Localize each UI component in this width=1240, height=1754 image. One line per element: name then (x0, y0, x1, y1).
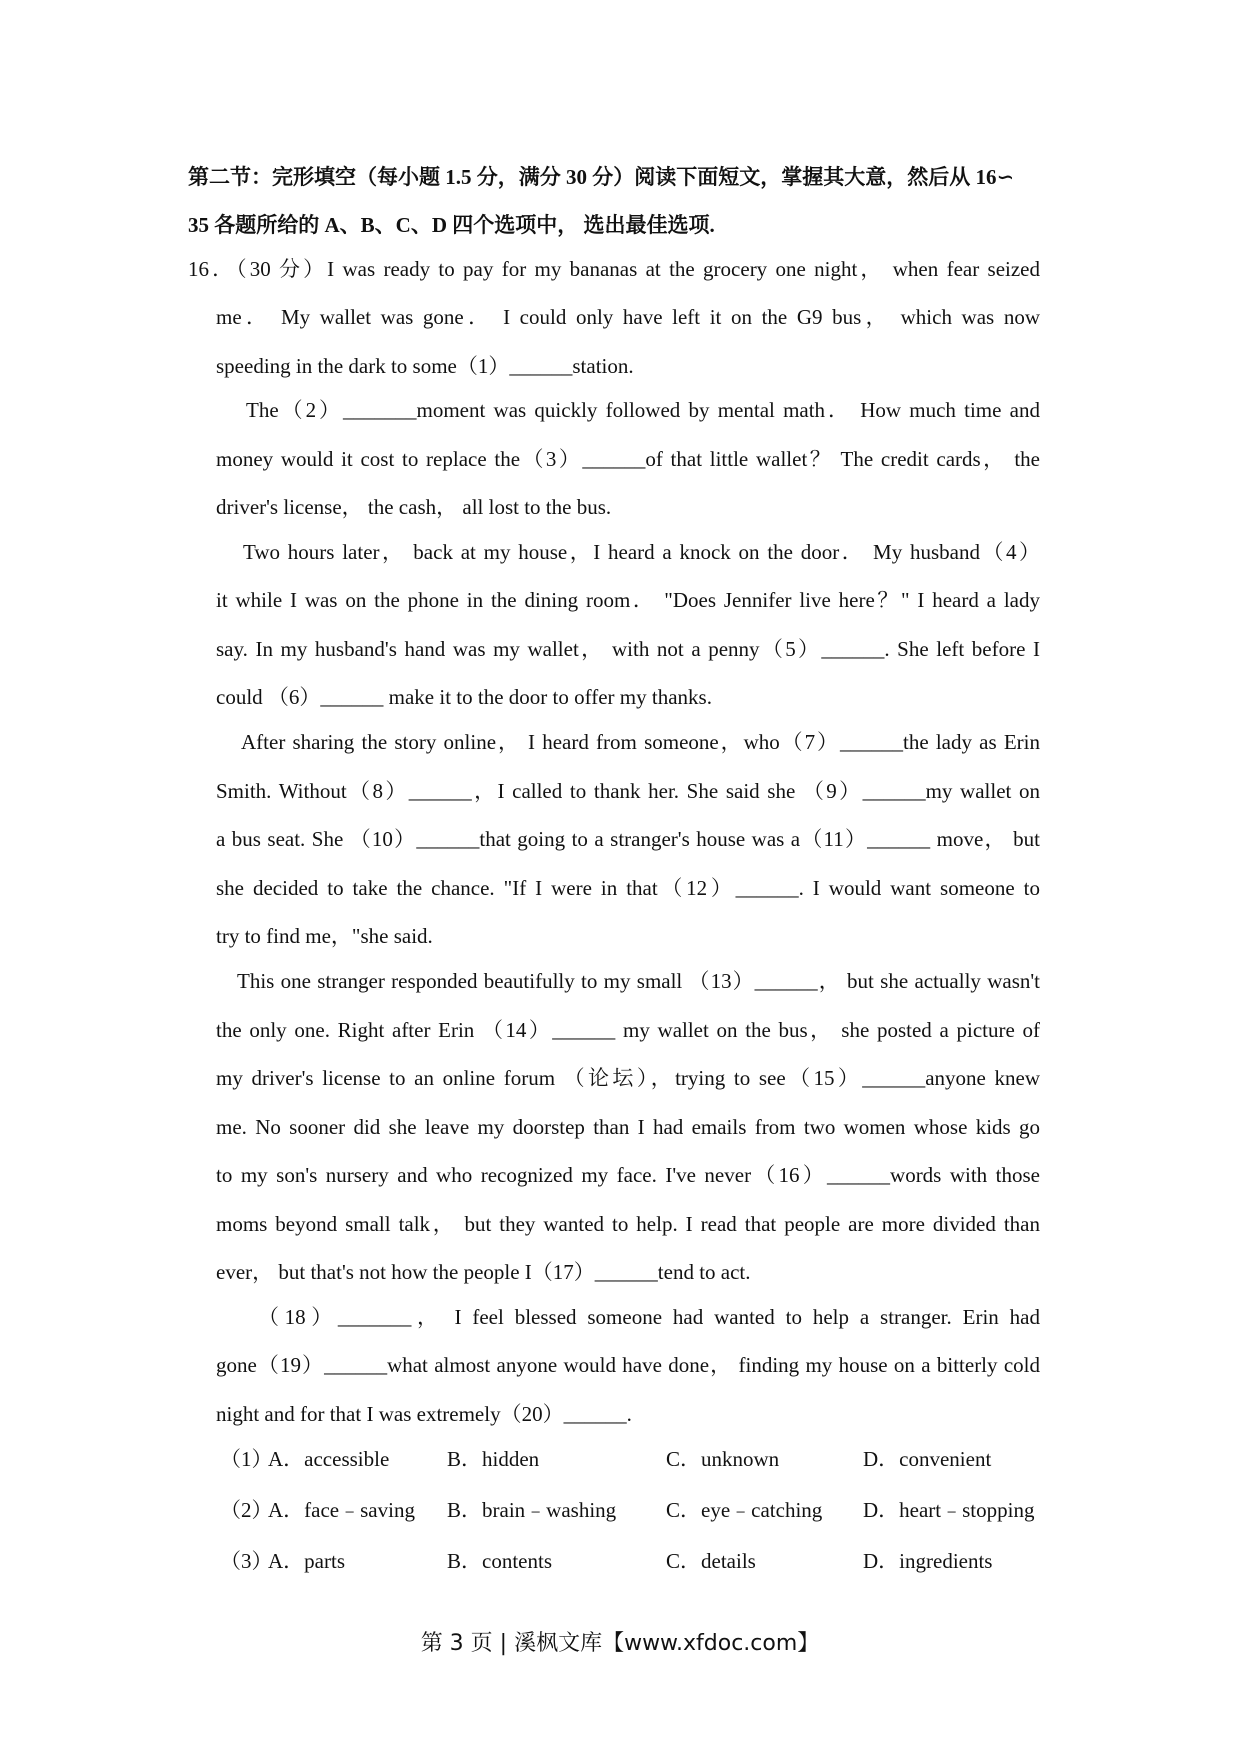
passage-line: try to find me，"she said. (216, 924, 433, 948)
passage-line: me． My wallet was gone． I could only have left it on the G9 bus， which was now (216, 305, 1040, 329)
passage-line: money would it cost to replace the（3）______of that little wallet？ The credit cards， the (216, 447, 1040, 471)
option-number: （3） (220, 1549, 273, 1573)
option-b: B．brain﹣washing (447, 1498, 617, 1522)
option-a: A．parts (268, 1549, 345, 1573)
option-number: （2） (220, 1498, 273, 1522)
option-a: A．face﹣saving (268, 1498, 415, 1522)
passage-line: （18）_______， I feel blessed someone had wanted to help a stranger. Erin had (258, 1305, 1040, 1329)
passage-line: This one stranger responded beautifully to my small （13）______， but she actually wasn't (237, 969, 1040, 993)
option-row (0, 1446, 1240, 1472)
passage-line: gone（19）______what almost anyone would have done， finding my house on a bitterly cold (216, 1353, 1040, 1377)
passage-line: to my son's nursery and who recognized my face. I've never（16）______words with those (216, 1163, 1040, 1187)
passage-line: ever， but that's not how the people I（17）______tend to act. (216, 1260, 751, 1284)
passage-line: could （6）______ make it to the door to offer my thanks. (216, 685, 712, 709)
passage-line: a bus seat. She （10）______that going to a stranger's house was a（11）______ move， but (216, 827, 1040, 851)
passage-line: driver's license， the cash， all lost to the bus. (216, 495, 612, 519)
option-d: D．convenient (863, 1447, 992, 1471)
section-heading-line-1: 第二节：完形填空（每小题 1.5 分，满分 30 分）阅读下面短文，掌握其大意，然后从 16∽ (188, 165, 1015, 189)
passage-line: the only one. Right after Erin （14）______ my wallet on the bus， she posted a picture of (216, 1018, 1040, 1042)
passage-line: say. In my husband's hand was my wallet， with not a penny（5）______. She left before I (216, 637, 1040, 661)
passage-line: it while I was on the phone in the dining room． "Does Jennifer live here？" I heard a lady (216, 588, 1040, 612)
option-number: （1） (220, 1447, 273, 1471)
passage-line: me. No sooner did she leave my doorstep than I had emails from two women whose kids go (216, 1115, 1040, 1139)
passage-line: The（2）_______moment was quickly followed by mental math． How much time and (246, 398, 1040, 422)
option-row (0, 1497, 1240, 1523)
option-c: C．eye﹣catching (666, 1498, 823, 1522)
option-d: D．ingredients (863, 1549, 993, 1573)
passage-line: Two hours later， back at my house，I heard a knock on the door． My husband（4） (243, 540, 1040, 564)
option-row (0, 1548, 1240, 1574)
passage-line: my driver's license to an online forum （论坛），trying to see（15）______anyone knew (216, 1066, 1040, 1090)
passage-line: night and for that I was extremely（20）______. (216, 1402, 632, 1426)
option-a: A．accessible (268, 1447, 390, 1471)
option-b: B．contents (447, 1549, 552, 1573)
option-c: C．details (666, 1549, 756, 1573)
passage-line: moms beyond small talk， but they wanted to help. I read that people are more divided than (216, 1212, 1040, 1236)
passage-line: speeding in the dark to some（1）______station. (216, 354, 634, 378)
option-d: D．heart﹣stopping (863, 1498, 1035, 1522)
passage-line: 16．（30 分）I was ready to pay for my bananas at the grocery one night， when fear seized (188, 257, 1040, 281)
section-heading-line-2: 35 各题所给的 A、B、C、D 四个选项中， 选出最佳选项. (188, 213, 715, 237)
page-footer: 第 3 页 | 溪枫文库【www.xfdoc.com】 (420, 1631, 820, 1656)
passage-line: After sharing the story online， I heard from someone，who（7）______the lady as Erin (241, 730, 1040, 754)
passage-line: Smith. Without（8）______，I called to thank her. She said she （9）______my wallet on (216, 779, 1040, 803)
option-b: B．hidden (447, 1447, 540, 1471)
passage-line: she decided to take the chance. "If I were in that（12）______. I would want someone to (216, 876, 1040, 900)
option-c: C．unknown (666, 1447, 780, 1471)
